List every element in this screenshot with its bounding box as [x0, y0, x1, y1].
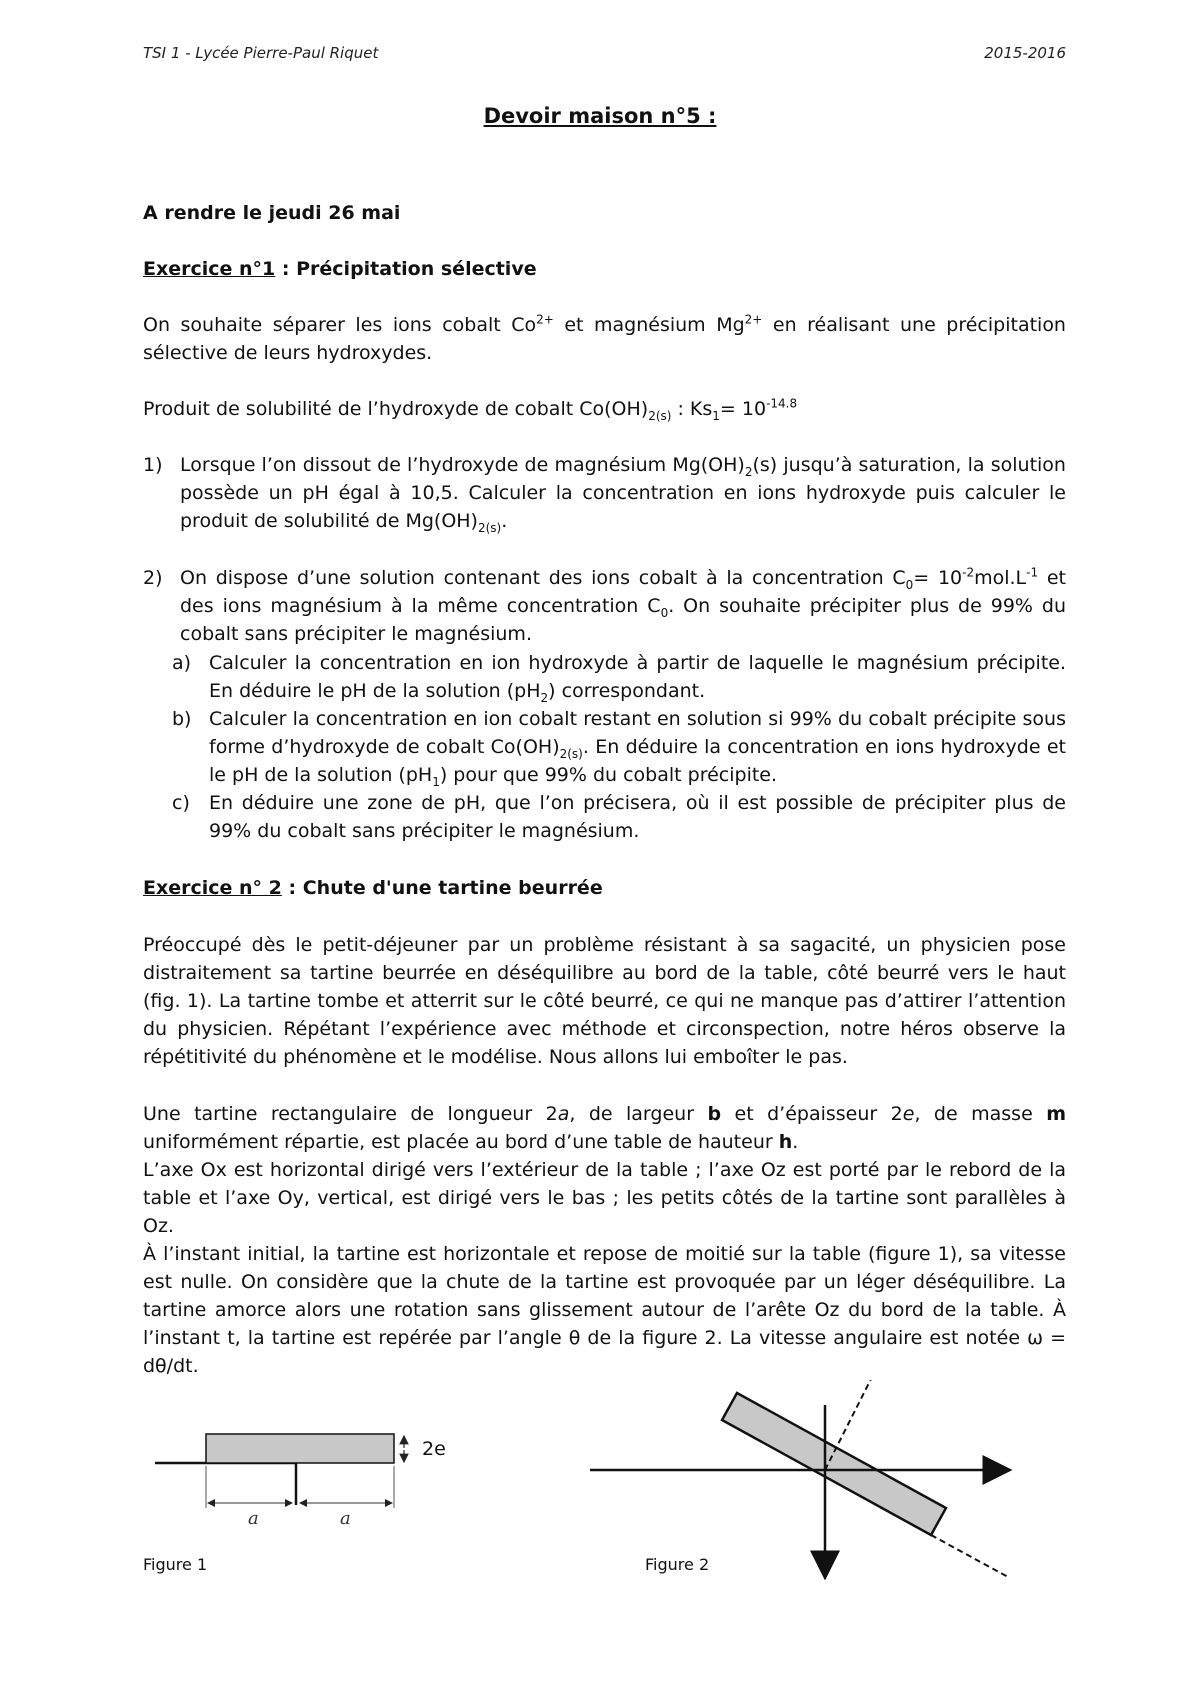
p2-part: uniformément répartie, est placée au bord d’une table de hauteur — [143, 1131, 779, 1153]
page-title: Devoir maison n°5 : — [483, 104, 717, 128]
exercise-2-title: : Chute d'une tartine beurrée — [281, 877, 603, 899]
exercise-1-title: : Précipitation sélective — [275, 258, 537, 280]
due-date: A rendre le jeudi 26 mai — [143, 202, 401, 224]
p2-part: . — [792, 1131, 799, 1153]
label-a-right: a — [340, 1508, 351, 1529]
intro-part: et magnésium Mg — [553, 314, 745, 336]
qb-part: . En déduire la concentration en ions hydroxyde et le pH de la solution (pH — [209, 736, 1066, 786]
var-m: m — [1046, 1103, 1067, 1125]
exercise-2-paragraph-1: Préoccupé dès le petit-déjeuner par un problème résistant à sa sagacité, un physicien pose distraitement sa tartine beurrée en déséquilibre au bord de la table, côté beurré vers le haut (fig. 1). La tartine tombe et atterrit sur le côté beurré, ce qui ne manque pas d’attirer l’attention du physicien. Répétant l’expérience avec méthode et circonspection, notre héros observe la répétitivité du phénomène et le modélise. Nous allons lui emboîter le pas. — [143, 934, 1066, 1068]
ks-part: = 10 — [719, 398, 767, 420]
toast-tilted — [722, 1393, 946, 1535]
qa-part: ) correspondant. — [548, 680, 706, 702]
q1-sub: 2 — [744, 464, 753, 479]
figure-1-caption: Figure 1 — [143, 1555, 208, 1574]
charge-sup: 2+ — [536, 312, 554, 327]
label-2e: 2e — [422, 1438, 446, 1460]
question-2-number: 2) — [143, 567, 163, 589]
header-left: TSI 1 - Lycée Pierre-Paul Riquet — [143, 44, 379, 62]
ks-part: : Ks — [671, 398, 713, 420]
q2-part: On dispose d’une solution contenant des ions cobalt à la concentration C — [180, 567, 906, 589]
qb-part: Calculer la concentration en ion cobalt restant en solution si 99% du cobalt précipite sous forme d’hydroxyde de cobalt Co(OH) — [209, 708, 1066, 758]
p2-part: Une tartine rectangulaire de longueur 2 — [143, 1103, 558, 1125]
q2-sub: 0 — [905, 577, 914, 592]
exercise-2-paragraph-2 — [143, 1100, 1066, 1156]
question-2c: En déduire une zone de pH, que l’on précisera, où il est possible de précipiter plus de 99% du cobalt sans précipiter le magnésium. — [209, 792, 1066, 842]
exercise-2-paragraph-3: L’axe Ox est horizontal dirigé vers l’extérieur de la table ; l’axe Oz est porté par le rebord de la table et l’axe Oy, vertical, est dirigé vers le bas ; les petits côtés de la tartine sont parallèles à Oz. — [143, 1159, 1066, 1237]
question-2a — [209, 649, 1066, 705]
p2-part: , de masse — [914, 1103, 1047, 1125]
q2-exp: -1 — [1026, 565, 1039, 580]
q1-part: Lorsque l’on dissout de l’hydroxyde de magnésium Mg(OH) — [180, 454, 745, 476]
q2-exp: -2 — [962, 565, 975, 580]
exercise-1-heading — [143, 255, 1066, 283]
qb-sub: 2(s) — [559, 746, 583, 761]
q1-sub: 2(s) — [477, 520, 502, 535]
header-right: 2015-2016 — [984, 44, 1066, 62]
ks-sub: 1 — [712, 408, 720, 423]
qb-part: ) pour que 99% du cobalt précipite. — [439, 764, 778, 786]
question-2b-number: b) — [172, 708, 192, 730]
var-h: h — [778, 1131, 793, 1153]
question-2b — [209, 705, 1066, 789]
figure-2-diagram — [580, 1380, 1020, 1580]
question-1-number: 1) — [143, 454, 163, 476]
q2-part: mol.L — [974, 567, 1027, 589]
extension-dashed — [931, 1535, 1008, 1577]
ks-part: Produit de solubilité de l’hydroxyde de cobalt Co(OH) — [143, 398, 649, 420]
qa-sub: 2 — [540, 690, 549, 705]
q2-part: = 10 — [913, 567, 963, 589]
var-a: a — [557, 1103, 570, 1125]
ks-sub: 2(s) — [648, 408, 672, 423]
q1-part: (s) jusqu’à saturation, la solution possède un pH égal à 10,5. Calculer la concentration en ions hydroxyde puis calculer le produit de solubilité de Mg(OH) — [180, 454, 1066, 532]
exercise-2-label: Exercice n° 2 — [143, 877, 282, 899]
exercise-1-intro — [143, 311, 1066, 367]
var-e: e — [902, 1103, 915, 1125]
question-2c-number: c) — [172, 792, 190, 814]
toast-rect — [206, 1434, 394, 1463]
q2-part: . On souhaite précipiter plus de 99% du cobalt sans précipiter le magnésium. — [180, 595, 1066, 645]
label-a-left: a — [248, 1508, 259, 1529]
p2-part: et d’épaisseur 2 — [721, 1103, 903, 1125]
q1-part: . — [501, 510, 508, 532]
ks-exp: -14.8 — [766, 396, 798, 411]
question-2 — [180, 564, 1066, 648]
intro-part: On souhaite séparer les ions cobalt Co — [143, 314, 537, 336]
solubility-product — [143, 395, 1066, 423]
intro-part: en réalisant une précipitation sélective de leurs hydroxydes. — [143, 314, 1066, 364]
figure-1-diagram — [140, 1420, 470, 1535]
var-b: b — [707, 1103, 722, 1125]
exercise-1-label: Exercice n°1 — [143, 258, 276, 280]
qb-sub: 1 — [432, 774, 440, 789]
p2-part: , de largeur — [569, 1103, 708, 1125]
q2-sub: 0 — [660, 605, 669, 620]
qa-part: Calculer la concentration en ion hydroxyde à partir de laquelle le magnésium précipite. En déduire le pH de la solution (pH — [209, 652, 1066, 702]
exercise-2-paragraph-4: À l’instant initial, la tartine est horizontale et repose de moitié sur la table (figure 1), sa vitesse est nulle. On considère que la chute de la tartine est provoquée par un léger déséquilibre. La tartine amorce alors une rotation sans glissement autour de l’arête Oz du bord de la table. À l’instant t, la tartine est repérée par l’angle θ de la figure 2. La vitesse angulaire est notée ω = dθ/dt. — [143, 1243, 1066, 1377]
exercise-2-heading — [143, 874, 1066, 902]
q2-part: et des ions magnésium à la même concentration C — [180, 567, 1066, 617]
question-2a-number: a) — [172, 652, 192, 674]
question-1 — [180, 451, 1066, 535]
figure-2-caption: Figure 2 — [645, 1555, 710, 1574]
charge-sup: 2+ — [744, 312, 763, 327]
